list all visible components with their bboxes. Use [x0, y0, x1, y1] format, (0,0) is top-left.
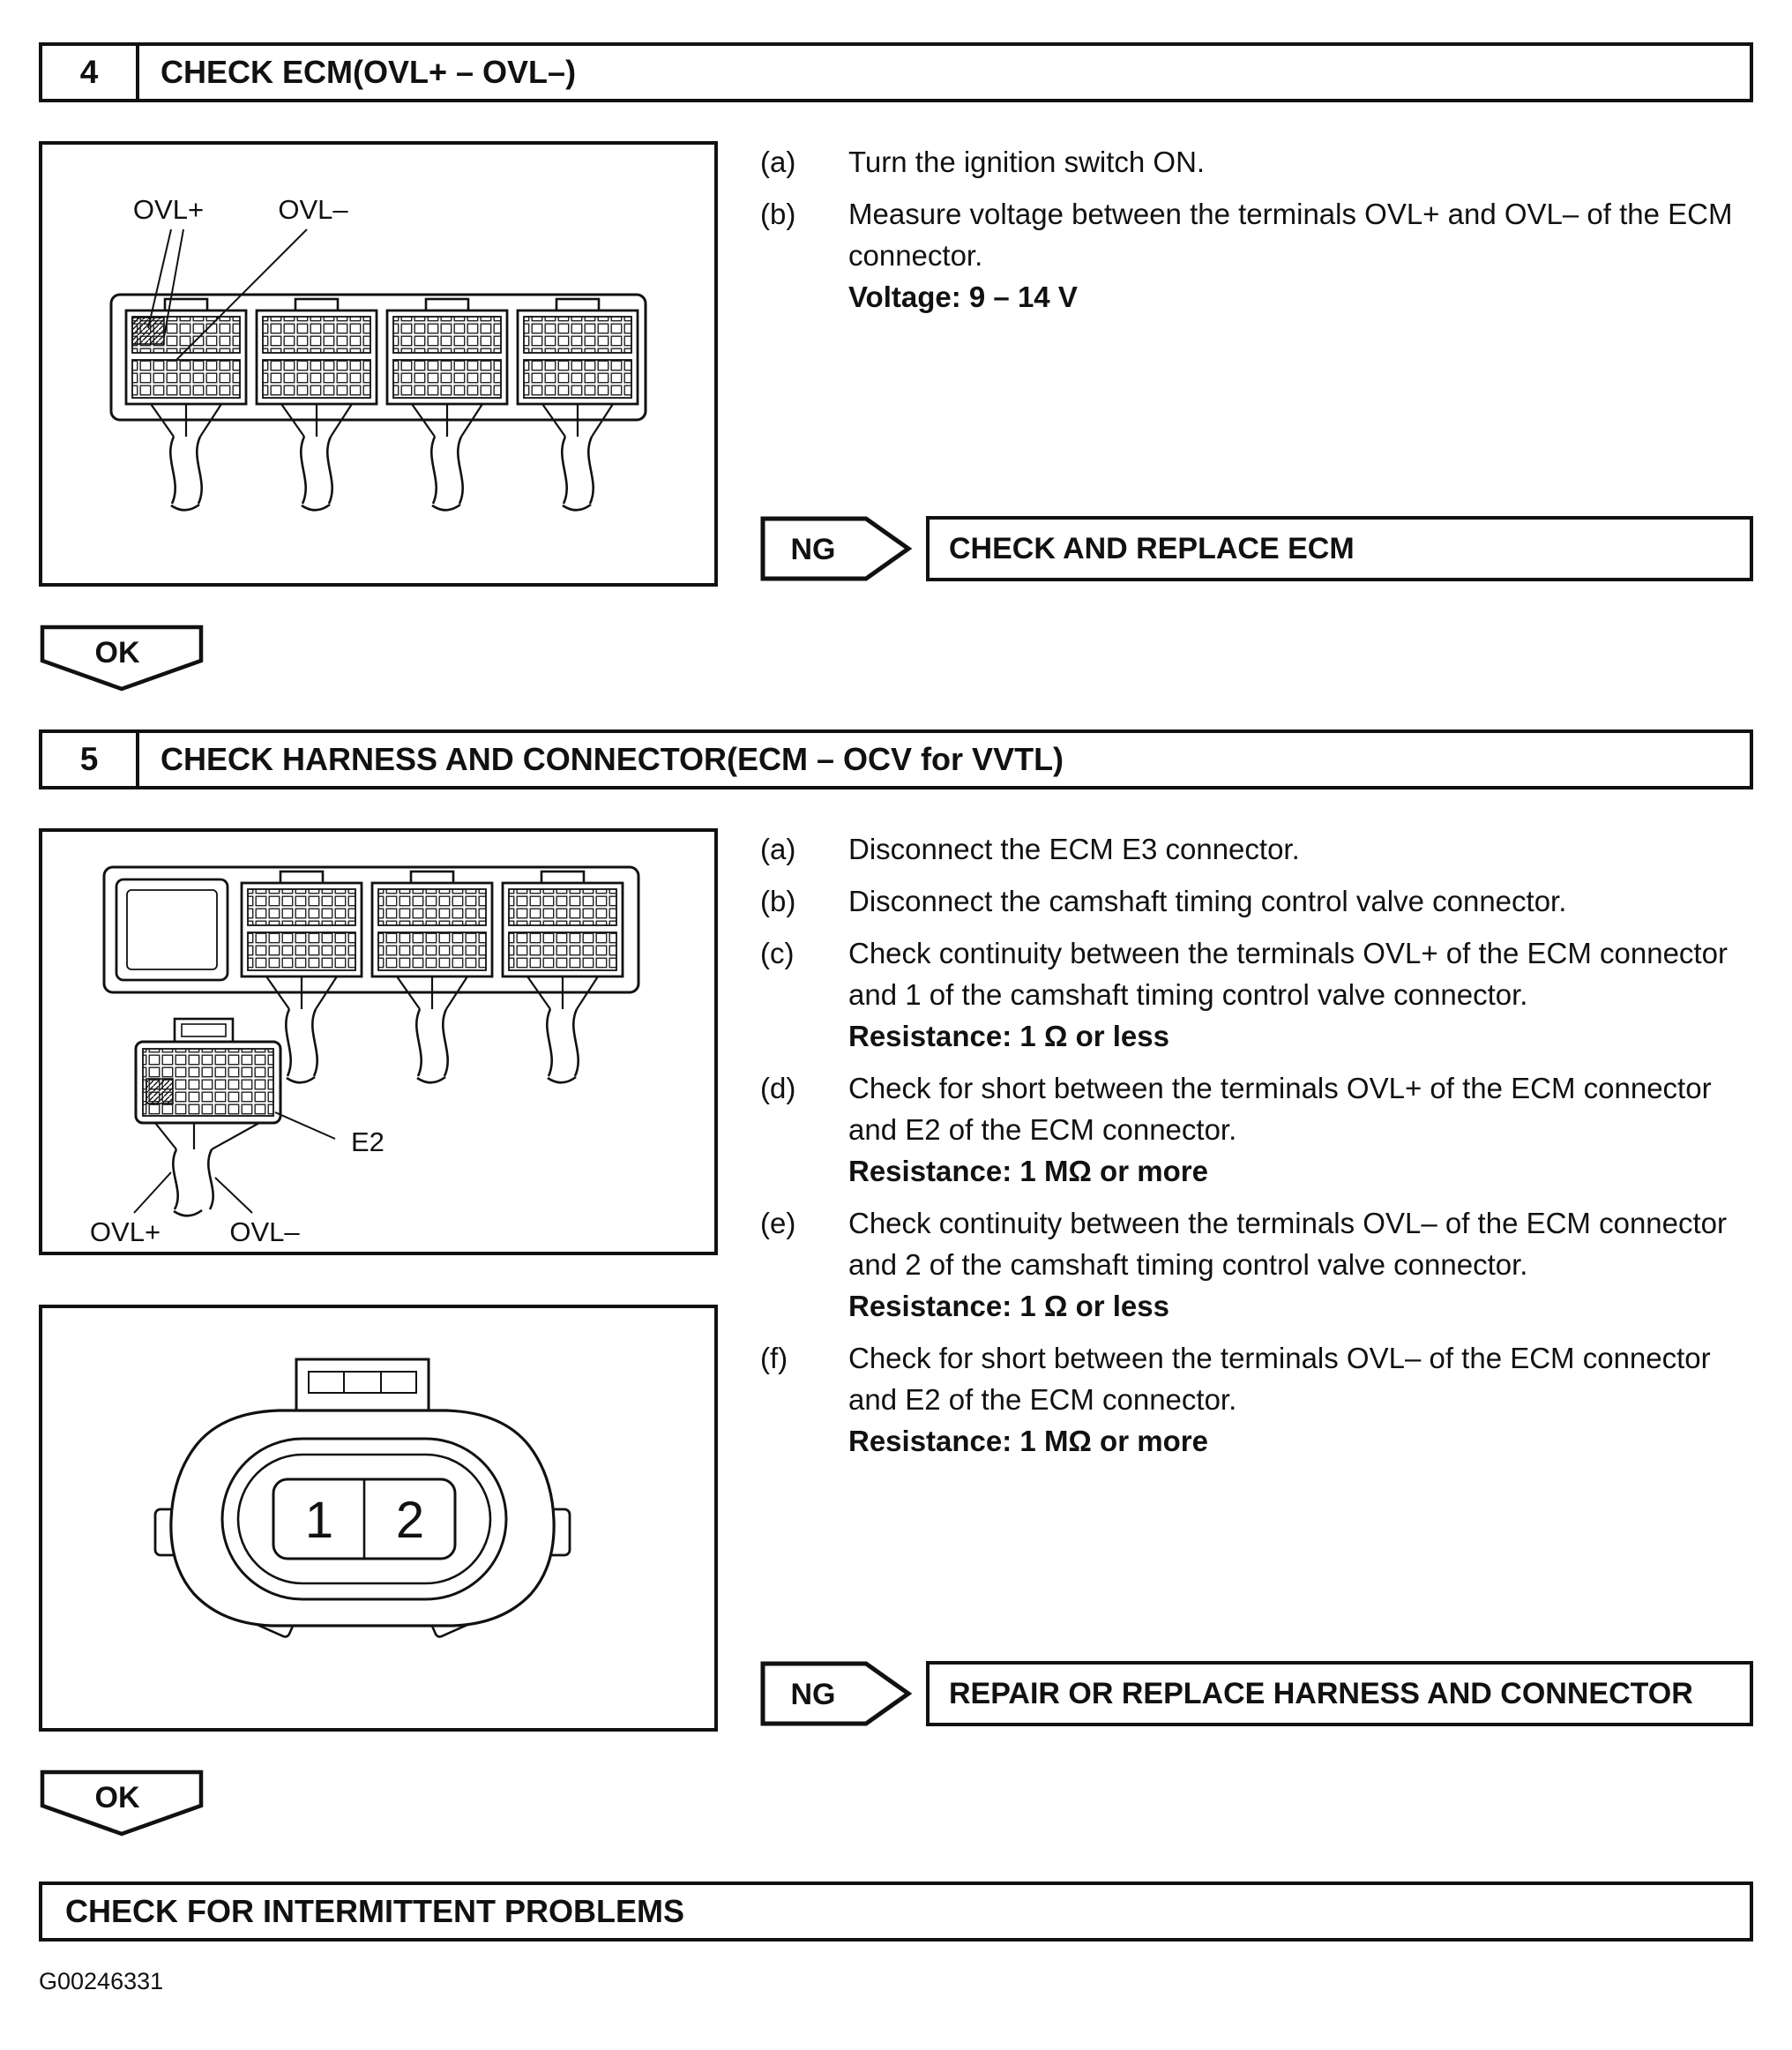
step4-title: CHECK ECM(OVL+ – OVL–) — [161, 54, 577, 90]
label-e2: E2 — [351, 1126, 385, 1157]
step5-ng-result-text: REPAIR OR REPLACE HARNESS AND CONNECTOR — [949, 1677, 1693, 1710]
step5-ng-row — [760, 1661, 1753, 1726]
label-ovl-minus: OVL– — [278, 194, 348, 225]
instruction-marker: (c) — [760, 937, 795, 969]
instruction-marker: (f) — [760, 1342, 788, 1374]
step5-body — [39, 828, 1753, 1732]
instruction-spec: Resistance: 1 MΩ or more — [848, 1425, 1208, 1457]
step4-number: 4 — [42, 46, 139, 99]
instruction-item — [760, 193, 1753, 318]
ecm-connector-diagram — [42, 145, 714, 583]
instruction-item — [760, 1337, 1753, 1462]
step5-text-column — [760, 828, 1753, 1732]
instruction-text: Check for short between the terminals OVL– of the ECM connector and E2 of the ECM connector. — [848, 1342, 1711, 1416]
step4-header — [39, 42, 1753, 102]
instruction-item — [760, 932, 1753, 1057]
connector-lock-tab — [296, 1359, 429, 1414]
ng-arrow-icon — [760, 1661, 912, 1726]
label-ovl-minus: OVL– — [229, 1216, 300, 1247]
step5-header — [39, 729, 1753, 789]
e2-connector-tab — [175, 1019, 233, 1042]
step4-ng-row — [760, 516, 1753, 581]
instruction-text: Check for short between the terminals OVL+ of the ECM connector and E2 of the ECM connector. — [848, 1072, 1712, 1146]
ok-badge-icon — [39, 1769, 205, 1837]
step5-number: 5 — [42, 733, 139, 786]
ng-label: NG — [790, 1678, 836, 1711]
instruction-marker: (a) — [760, 146, 796, 178]
step5-instructions — [760, 828, 1753, 1472]
step4-text-column — [760, 141, 1753, 587]
step4-figure-box — [39, 141, 718, 587]
ok-badge-icon — [39, 624, 205, 692]
step5-figure-box-ecm — [39, 828, 718, 1255]
ng-arrow-icon — [760, 516, 912, 581]
instruction-marker: (a) — [760, 833, 796, 865]
step4-ng-result-text: CHECK AND REPLACE ECM — [949, 532, 1355, 565]
instruction-spec: Resistance: 1 Ω or less — [848, 1290, 1169, 1322]
step5-title: CHECK HARNESS AND CONNECTOR(ECM – OCV for VVTL) — [161, 741, 1064, 777]
step4-body — [39, 141, 1753, 587]
instruction-spec: Voltage: 9 – 14 V — [848, 281, 1078, 313]
instruction-text: Check continuity between the terminals OVL– of the ECM connector and 2 of the camshaft timing control valve connector. — [848, 1207, 1728, 1281]
instruction-spec: Resistance: 1 MΩ or more — [848, 1155, 1208, 1187]
instruction-item — [760, 1067, 1753, 1192]
ecm-e2-connector-diagram — [42, 832, 714, 1252]
empty-connector-slot — [116, 879, 228, 980]
instruction-text: Measure voltage between the terminals OVL+ and OVL– of the ECM connector. — [848, 198, 1733, 272]
highlighted-terminals — [132, 318, 164, 344]
instruction-item — [760, 141, 1753, 183]
highlighted-terminals — [146, 1079, 173, 1104]
terminal-1: 1 — [304, 1492, 334, 1549]
step5-ng-result-box — [926, 1661, 1753, 1726]
instruction-item — [760, 880, 1753, 922]
step4-ng-result-box — [926, 516, 1753, 581]
instruction-marker: (e) — [760, 1207, 796, 1239]
instruction-text: Disconnect the ECM E3 connector. — [848, 833, 1300, 865]
instruction-marker: (b) — [760, 885, 796, 917]
step4-instructions — [760, 141, 1753, 328]
step5-figure-box-valve-connector — [39, 1305, 718, 1732]
instruction-text: Disconnect the camshaft timing control valve connector. — [848, 885, 1567, 917]
terminal-2: 2 — [395, 1492, 425, 1549]
instruction-text: Check continuity between the terminals OVL+ of the ECM connector and 1 of the camshaft timing control valve connector. — [848, 937, 1728, 1011]
figure-code: G00246331 — [39, 1968, 164, 1994]
step4-figure-column — [39, 141, 718, 587]
instruction-item — [760, 1202, 1753, 1327]
ok-label: OK — [94, 1781, 140, 1814]
valve-connector-face-diagram — [42, 1308, 714, 1728]
step5-figure-column — [39, 828, 718, 1732]
instruction-spec: Resistance: 1 Ω or less — [848, 1020, 1169, 1052]
label-ovl-plus: OVL+ — [89, 1216, 161, 1247]
leader-lines — [134, 1172, 252, 1213]
connector-shell — [171, 1410, 554, 1626]
intermittent-problems-bar: CHECK FOR INTERMITTENT PROBLEMS — [39, 1882, 1753, 1942]
label-ovl-plus: OVL+ — [132, 194, 205, 225]
instruction-marker: (d) — [760, 1072, 796, 1104]
ok-label: OK — [94, 636, 140, 670]
leader-line-e2 — [275, 1112, 335, 1139]
instruction-marker: (b) — [760, 198, 796, 230]
ng-label: NG — [790, 533, 836, 566]
instruction-text: Turn the ignition switch ON. — [848, 146, 1206, 178]
instruction-item — [760, 828, 1753, 870]
